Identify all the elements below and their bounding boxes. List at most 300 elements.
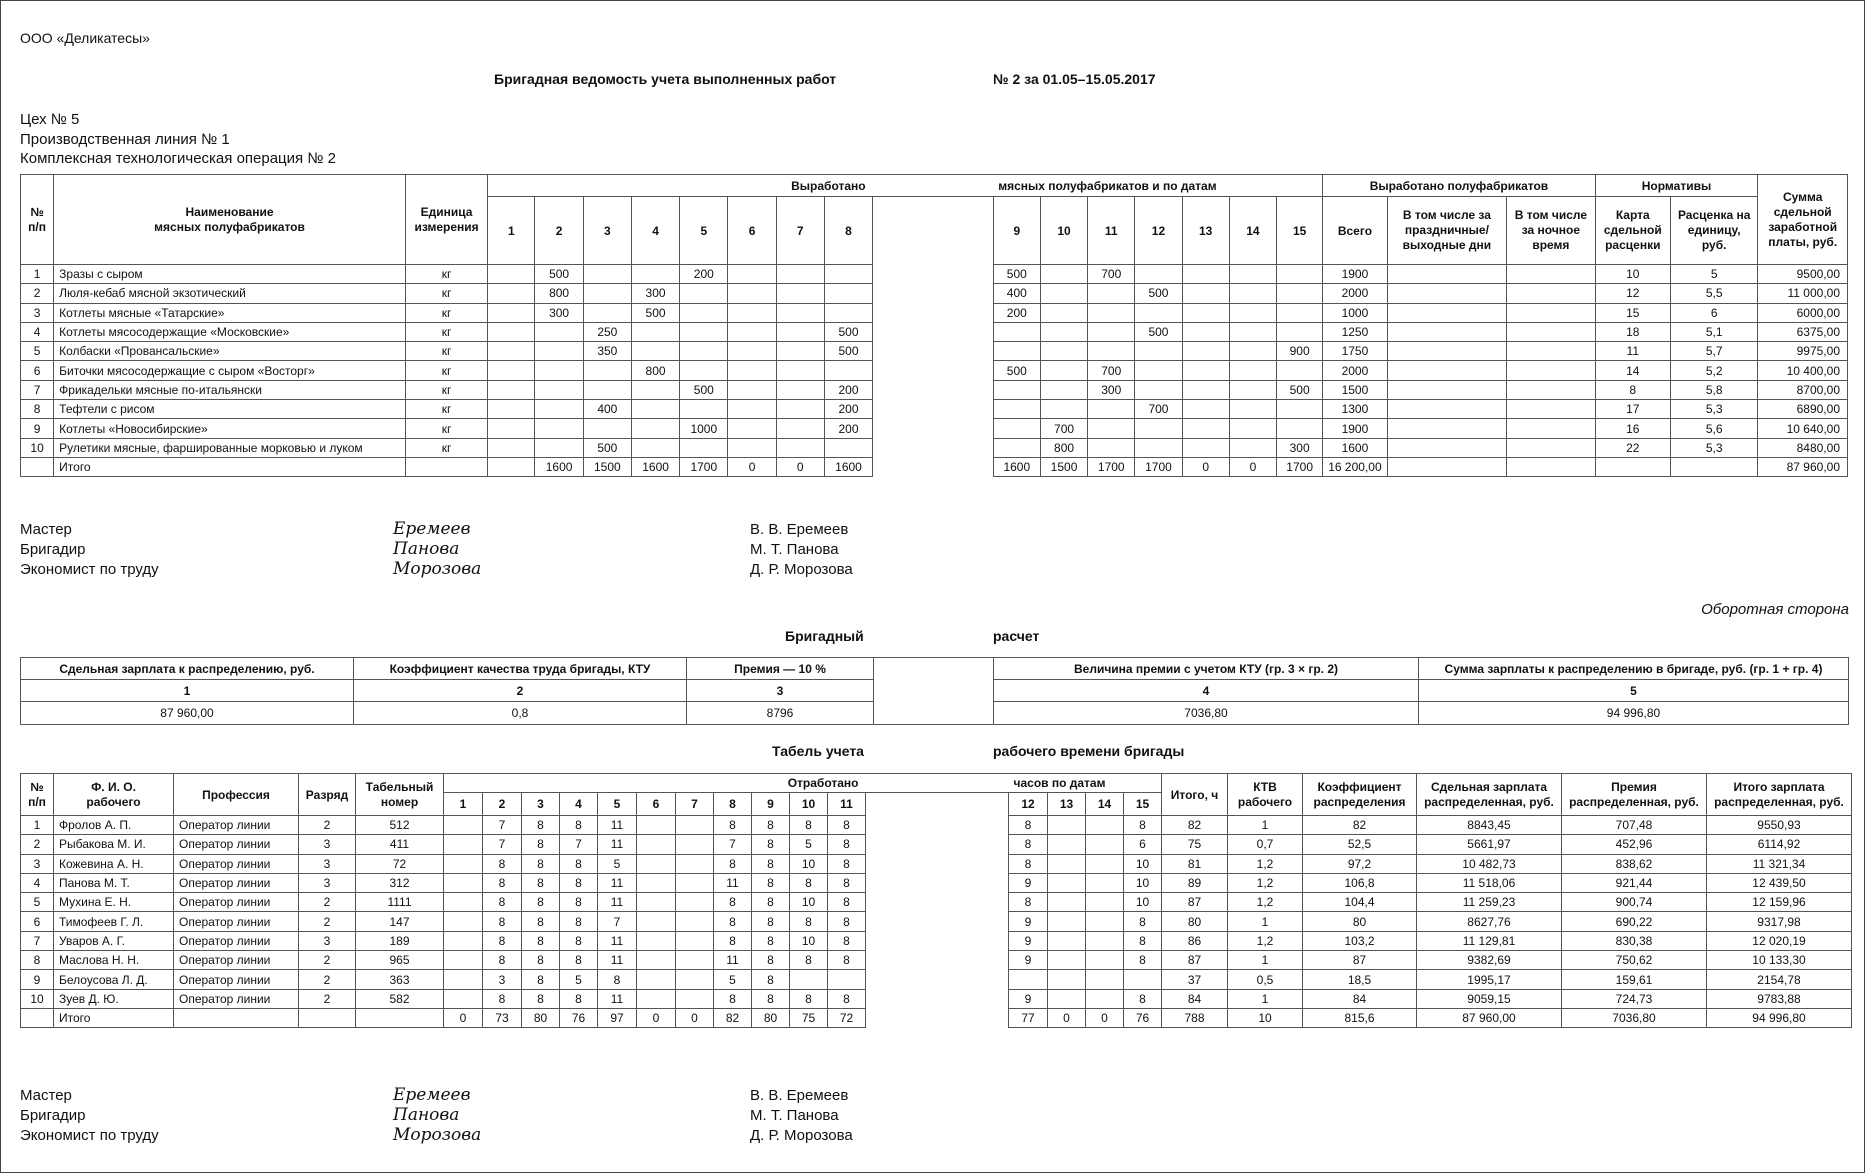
hours-value: 8 [714, 989, 752, 1008]
day-value [728, 400, 776, 419]
calc-header-5: Сумма зарплаты к распределению в бригаде, руб. (гр. 1 + гр. 4) [1419, 658, 1849, 680]
ts-col-total-header: Итого, ч [1162, 774, 1228, 816]
day-value [488, 361, 535, 380]
rate-per-unit: 5,8 [1670, 380, 1757, 399]
day-value [1040, 265, 1087, 284]
table-row [21, 284, 1848, 303]
day-value: 300 [1277, 438, 1323, 457]
rate-per-unit: 5,2 [1670, 361, 1757, 380]
hours-value: 8 [522, 951, 560, 970]
unit: кг [405, 419, 487, 438]
ts-day-header-9: 9 [752, 793, 790, 816]
day-value: 1500 [1040, 457, 1087, 476]
hours-value [1048, 893, 1086, 912]
day-value [728, 265, 776, 284]
piece-wage-sum: 87 960,00 [1758, 457, 1848, 476]
hours-value: 8 [522, 989, 560, 1008]
total-hours: 87 [1162, 893, 1228, 912]
worker-name: Мухина Е. Н. [54, 893, 174, 912]
hours-value: 8 [752, 970, 790, 989]
hours-value: 8 [752, 893, 790, 912]
personnel-number: 363 [356, 970, 444, 989]
total-row [21, 1008, 1852, 1027]
day-value [535, 361, 583, 380]
column-gap [873, 265, 994, 284]
ts-col-grade-header: Разряд [299, 774, 356, 816]
piece-rate-card [1595, 457, 1670, 476]
ts-col-tabnum-header: Табельный номер [356, 774, 444, 816]
day-header-7: 7 [776, 197, 824, 265]
hours-value: 8 [522, 912, 560, 931]
hours-value [1086, 873, 1124, 892]
total-wage: 12 159,96 [1707, 893, 1852, 912]
ts-group-dates-header: часов по датам [1009, 774, 1162, 793]
total-output: 1000 [1323, 303, 1387, 322]
group-norms-header: Нормативы [1595, 175, 1758, 197]
signature-economist: Морозова [393, 559, 482, 579]
calc-colnum-2: 2 [354, 680, 687, 702]
table-row [21, 400, 1848, 419]
hours-value [1048, 970, 1086, 989]
day-value: 200 [680, 265, 728, 284]
column-gap [873, 457, 994, 476]
worker-name: Тимофеев Г. Л. [54, 912, 174, 931]
hours-value [444, 989, 483, 1008]
row-number: 1 [21, 816, 54, 835]
hours-value: 0 [444, 1008, 483, 1027]
unit: кг [405, 342, 487, 361]
hours-value: 8 [790, 873, 828, 892]
hours-value [828, 970, 866, 989]
distribution-coefficient: 84 [1303, 989, 1417, 1008]
signature-name-master: В. В. Еремеев [750, 521, 849, 538]
personnel-number: 512 [356, 816, 444, 835]
profession: Оператор линии [174, 970, 299, 989]
ktv-value: 0,5 [1228, 970, 1303, 989]
day-header-14: 14 [1229, 197, 1276, 265]
ts-col-ktv-header: КТВ рабочего [1228, 774, 1303, 816]
hours-value: 11 [598, 931, 637, 950]
day-value: 1600 [993, 457, 1040, 476]
day-value [776, 419, 824, 438]
day-value [488, 380, 535, 399]
ts-day-header-14: 14 [1086, 793, 1124, 816]
table-row [21, 854, 1852, 873]
hours-value: 8 [522, 893, 560, 912]
row-number: 8 [21, 400, 54, 419]
day-value [728, 438, 776, 457]
ts-day-header-12: 12 [1009, 793, 1048, 816]
organization-name: ООО «Деликатесы» [20, 30, 150, 46]
holiday-output [1387, 303, 1507, 322]
day-header-4: 4 [631, 197, 679, 265]
night-output [1507, 380, 1595, 399]
day-value [488, 265, 535, 284]
hours-value [1048, 816, 1086, 835]
hours-value: 0 [676, 1008, 714, 1027]
hours-value: 8 [1124, 951, 1162, 970]
timesheet-title-a: Табель учета [772, 743, 864, 759]
day-header-13: 13 [1182, 197, 1229, 265]
hours-value: 11 [598, 989, 637, 1008]
hours-value: 8 [828, 816, 866, 835]
day-value: 500 [824, 322, 872, 341]
piece-rate-card: 11 [1595, 342, 1670, 361]
hours-value: 0 [1048, 1008, 1086, 1027]
distributed-wage: 9382,69 [1417, 951, 1562, 970]
calc-colnum-3: 3 [687, 680, 874, 702]
profession: Оператор линии [174, 912, 299, 931]
day-value: 500 [680, 380, 728, 399]
ts-day-header-6: 6 [637, 793, 676, 816]
row-number: 9 [21, 419, 54, 438]
personnel-number: 147 [356, 912, 444, 931]
hours-value [637, 816, 676, 835]
night-output [1507, 265, 1595, 284]
row-number [21, 457, 54, 476]
hours-value: 8 [522, 970, 560, 989]
day-value [680, 303, 728, 322]
row-number: 7 [21, 380, 54, 399]
row-number: 8 [21, 951, 54, 970]
distributed-bonus: 838,62 [1562, 854, 1707, 873]
total-wage: 12 439,50 [1707, 873, 1852, 892]
hours-value: 7 [483, 816, 522, 835]
piece-rate-card: 8 [1595, 380, 1670, 399]
holiday-output [1387, 361, 1507, 380]
total-output: 1500 [1323, 380, 1387, 399]
rate-per-unit: 5 [1670, 265, 1757, 284]
distribution-coefficient: 97,2 [1303, 854, 1417, 873]
day-value [1277, 419, 1323, 438]
grade: 3 [299, 873, 356, 892]
piece-wage-sum: 10 400,00 [1758, 361, 1848, 380]
day-value: 1000 [680, 419, 728, 438]
rate-per-unit: 5,6 [1670, 419, 1757, 438]
hours-value [1048, 931, 1086, 950]
day-value [583, 265, 631, 284]
group-output-header: Выработано полуфабрикатов [1323, 175, 1595, 197]
day-value: 200 [824, 380, 872, 399]
hours-value: 8 [483, 931, 522, 950]
day-value: 800 [631, 361, 679, 380]
grade: 2 [299, 816, 356, 835]
holiday-output [1387, 322, 1507, 341]
hours-value: 8 [790, 989, 828, 1008]
table-row [21, 893, 1852, 912]
ts-day-header-4: 4 [560, 793, 598, 816]
production-table [20, 174, 1848, 477]
day-value: 400 [583, 400, 631, 419]
col-rate-header: Расценка на единицу, руб. [1670, 197, 1757, 265]
col-night-header: В том числе за ночное время [1507, 197, 1595, 265]
operation-line: Комплексная технологическая операция № 2 [20, 150, 336, 167]
grade [299, 1008, 356, 1027]
day-value: 500 [993, 265, 1040, 284]
group-produced-header: Выработано [488, 175, 873, 197]
day-value [776, 284, 824, 303]
day-value [1277, 400, 1323, 419]
day-value [1182, 419, 1229, 438]
document-title: Бригадная ведомость учета выполненных работ [494, 71, 837, 87]
hours-value: 75 [790, 1008, 828, 1027]
day-value [776, 361, 824, 380]
calc-title-a: Бригадный [785, 628, 864, 644]
distribution-coefficient: 106,8 [1303, 873, 1417, 892]
signature-foreman: Панова [393, 1105, 460, 1125]
piece-wage-sum: 6375,00 [1758, 322, 1848, 341]
distributed-wage: 87 960,00 [1417, 1008, 1562, 1027]
hours-value: 8 [560, 912, 598, 931]
document-number: № 2 за 01.05–15.05.2017 [993, 71, 1156, 87]
day-value: 500 [1277, 380, 1323, 399]
column-gap [866, 893, 1009, 912]
col-sum-header: Сумма сдельной заработной платы, руб. [1758, 175, 1848, 265]
grade: 2 [299, 912, 356, 931]
day-value: 700 [1088, 361, 1135, 380]
hours-value [1048, 854, 1086, 873]
hours-value: 8 [1124, 931, 1162, 950]
hours-value [1124, 970, 1162, 989]
personnel-number [356, 1008, 444, 1027]
day-value [1182, 303, 1229, 322]
holiday-output [1387, 419, 1507, 438]
hours-value: 73 [483, 1008, 522, 1027]
hours-value [444, 951, 483, 970]
signature-roles-1 [20, 520, 159, 580]
column-gap [873, 284, 994, 303]
day-value [776, 342, 824, 361]
total-hours: 87 [1162, 951, 1228, 970]
worker-name: Зуев Д. Ю. [54, 989, 174, 1008]
calc-header-1: Сдельная зарплата к распределению, руб. [21, 658, 354, 680]
day-value [1088, 342, 1135, 361]
hours-value [444, 912, 483, 931]
product-name: Колбаски «Провансальские» [54, 342, 406, 361]
column-gap [866, 912, 1009, 931]
day-value [1040, 400, 1087, 419]
holiday-output [1387, 457, 1507, 476]
signature-foreman: Панова [393, 539, 460, 559]
day-value [1277, 265, 1323, 284]
distributed-bonus: 707,48 [1562, 816, 1707, 835]
day-value: 0 [776, 457, 824, 476]
table-row [21, 303, 1848, 322]
day-value [680, 400, 728, 419]
hours-value: 5 [560, 970, 598, 989]
rate-per-unit: 6 [1670, 303, 1757, 322]
day-value: 700 [1088, 265, 1135, 284]
day-value [488, 322, 535, 341]
holiday-output [1387, 400, 1507, 419]
hours-value [637, 989, 676, 1008]
hours-value: 8 [752, 816, 790, 835]
row-number: 2 [21, 284, 54, 303]
total-output: 1300 [1323, 400, 1387, 419]
distributed-bonus: 750,62 [1562, 951, 1707, 970]
hours-value: 11 [598, 835, 637, 854]
hours-value: 8 [828, 912, 866, 931]
distributed-wage: 1995,17 [1417, 970, 1562, 989]
day-value [993, 342, 1040, 361]
product-name: Тефтели с рисом [54, 400, 406, 419]
distributed-wage: 8627,76 [1417, 912, 1562, 931]
hours-value [637, 893, 676, 912]
hours-value: 10 [1124, 873, 1162, 892]
row-number: 2 [21, 835, 54, 854]
day-value: 300 [535, 303, 583, 322]
unit: кг [405, 303, 487, 322]
handwritten-signatures-1 [393, 519, 481, 579]
rate-per-unit: 5,5 [1670, 284, 1757, 303]
hours-value: 0 [637, 1008, 676, 1027]
day-header-8: 8 [824, 197, 872, 265]
day-value [1088, 400, 1135, 419]
hours-value: 8 [483, 854, 522, 873]
distributed-wage: 10 482,73 [1417, 854, 1562, 873]
day-value [1088, 438, 1135, 457]
total-output: 2000 [1323, 284, 1387, 303]
piece-rate-card: 17 [1595, 400, 1670, 419]
night-output [1507, 342, 1595, 361]
column-gap [866, 854, 1009, 873]
handwritten-signatures-2 [393, 1085, 481, 1145]
column-gap [873, 400, 994, 419]
day-value: 1700 [1135, 457, 1182, 476]
hours-value: 9 [1009, 873, 1048, 892]
signature-names-2 [750, 1086, 853, 1146]
column-gap [873, 419, 994, 438]
hours-value [637, 951, 676, 970]
ktv-value: 0,7 [1228, 835, 1303, 854]
signature-name-foreman: М. Т. Панова [750, 1107, 839, 1124]
calc-value-5: 94 996,80 [1419, 702, 1849, 725]
day-value [1088, 284, 1135, 303]
column-gap [873, 380, 994, 399]
hours-value: 8 [714, 854, 752, 873]
table-row [21, 835, 1852, 854]
hours-value: 8 [790, 912, 828, 931]
calc-title-b: расчет [993, 628, 1040, 644]
hours-value: 9 [1009, 931, 1048, 950]
hours-value: 8 [752, 931, 790, 950]
day-value [1040, 380, 1087, 399]
day-header-12: 12 [1135, 197, 1182, 265]
day-value [535, 419, 583, 438]
calc-value-4: 7036,80 [994, 702, 1419, 725]
total-hours: 80 [1162, 912, 1228, 931]
hours-value [637, 873, 676, 892]
day-value [1229, 380, 1276, 399]
brigade-calc-table [20, 657, 1849, 725]
day-value [824, 265, 872, 284]
personnel-number: 411 [356, 835, 444, 854]
total-wage: 11 321,34 [1707, 854, 1852, 873]
day-value [488, 342, 535, 361]
signature-role-master: Мастер [20, 1087, 72, 1104]
unit: кг [405, 400, 487, 419]
hours-value [1086, 835, 1124, 854]
hours-value: 11 [598, 816, 637, 835]
hours-value [1086, 970, 1124, 989]
distributed-wage: 9059,15 [1417, 989, 1562, 1008]
day-value [1277, 361, 1323, 380]
day-value [1182, 361, 1229, 380]
day-value [631, 380, 679, 399]
worker-name: Белоусова Л. Д. [54, 970, 174, 989]
column-gap [866, 970, 1009, 989]
signature-role-master: Мастер [20, 521, 72, 538]
day-value [535, 342, 583, 361]
distribution-coefficient: 87 [1303, 951, 1417, 970]
day-value [583, 361, 631, 380]
unit: кг [405, 361, 487, 380]
ktv-value: 1,2 [1228, 854, 1303, 873]
night-output [1507, 419, 1595, 438]
signature-name-economist: Д. Р. Морозова [750, 561, 853, 578]
total-output: 1250 [1323, 322, 1387, 341]
worker-name: Маслова Н. Н. [54, 951, 174, 970]
col-name-header: Наименование мясных полуфабрикатов [54, 175, 406, 265]
grade: 3 [299, 854, 356, 873]
day-value: 0 [1182, 457, 1229, 476]
hours-value [444, 854, 483, 873]
calc-colnum-5: 5 [1419, 680, 1849, 702]
total-hours: 86 [1162, 931, 1228, 950]
profession: Оператор линии [174, 931, 299, 950]
signature-master: Еремеев [393, 1085, 471, 1105]
day-value: 1500 [583, 457, 631, 476]
day-value [993, 322, 1040, 341]
column-gap [866, 989, 1009, 1008]
hours-value: 80 [752, 1008, 790, 1027]
piece-rate-card: 18 [1595, 322, 1670, 341]
hours-value [1048, 951, 1086, 970]
day-value [1277, 322, 1323, 341]
piece-wage-sum: 9500,00 [1758, 265, 1848, 284]
day-value [631, 342, 679, 361]
day-value [728, 303, 776, 322]
total-wage: 6114,92 [1707, 835, 1852, 854]
day-value [488, 400, 535, 419]
ts-day-header-13: 13 [1048, 793, 1086, 816]
day-value: 900 [1277, 342, 1323, 361]
day-value: 0 [1229, 457, 1276, 476]
ts-col-num-header: № п/п [21, 774, 54, 816]
hours-value: 8 [483, 989, 522, 1008]
hours-value: 10 [1124, 893, 1162, 912]
hours-value [676, 873, 714, 892]
hours-value: 0 [1086, 1008, 1124, 1027]
hours-value [1048, 835, 1086, 854]
hours-value [637, 854, 676, 873]
hours-value: 76 [560, 1008, 598, 1027]
day-value [488, 438, 535, 457]
hours-value [1009, 970, 1048, 989]
total-hours: 89 [1162, 873, 1228, 892]
ktv-value: 1 [1228, 989, 1303, 1008]
day-value [1040, 322, 1087, 341]
calc-colnum-1: 1 [21, 680, 354, 702]
total-wage: 9783,88 [1707, 989, 1852, 1008]
day-value [993, 400, 1040, 419]
day-value [993, 419, 1040, 438]
day-value [993, 380, 1040, 399]
signature-name-foreman: М. Т. Панова [750, 541, 839, 558]
row-number: 7 [21, 931, 54, 950]
hours-value: 8 [522, 816, 560, 835]
distributed-bonus: 900,74 [1562, 893, 1707, 912]
